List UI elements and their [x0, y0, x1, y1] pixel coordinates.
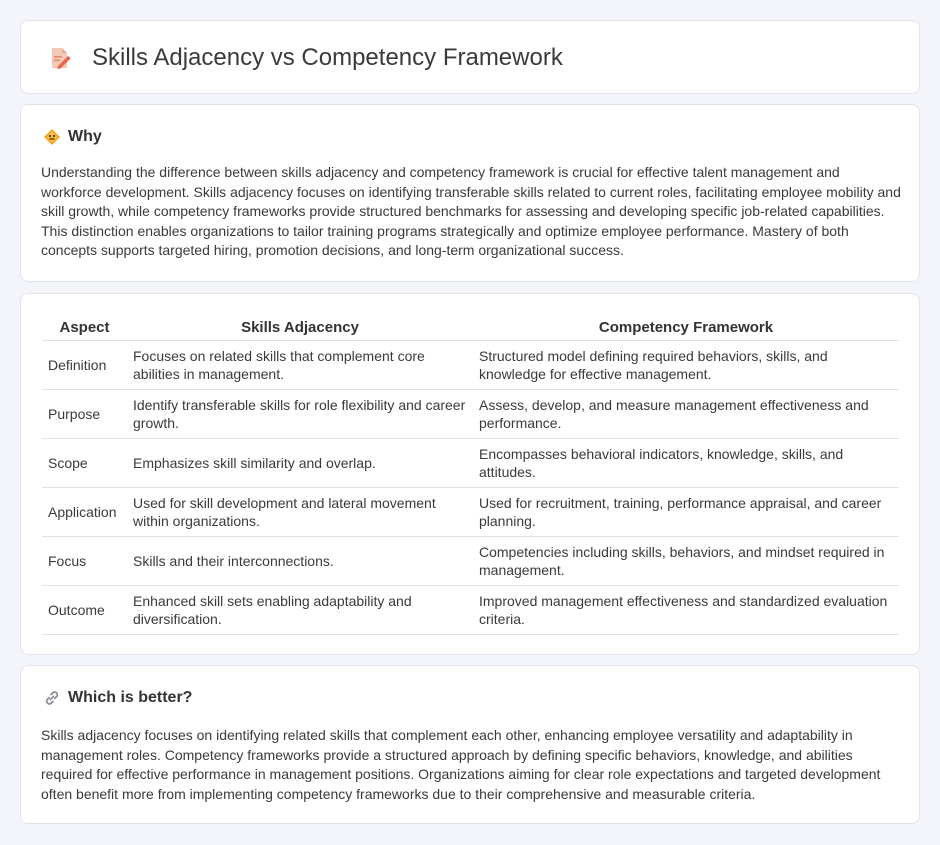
- header-card: [20, 20, 920, 94]
- cell-skills-adjacency: Used for skill development and lateral movement within organizations.: [127, 487, 473, 536]
- why-title: Why: [68, 128, 102, 145]
- which-is-better-section: [20, 665, 920, 824]
- cell-aspect: Definition: [42, 340, 127, 389]
- page-title: Skills Adjacency vs Competency Framework: [92, 44, 563, 71]
- link-icon: [43, 689, 61, 707]
- cell-aspect: Scope: [42, 438, 127, 487]
- cell-competency-framework: Encompasses behavioral indicators, knowledge, skills, and attitudes.: [473, 438, 899, 487]
- cell-aspect: Focus: [42, 536, 127, 585]
- cell-aspect: Purpose: [42, 389, 127, 438]
- header-competency-framework: Competency Framework: [598, 319, 774, 337]
- table-row: [42, 438, 899, 487]
- comparison-table-card: [20, 293, 920, 655]
- table-row: [42, 585, 899, 634]
- why-heading: [43, 127, 102, 147]
- why-body: Understanding the difference between skills adjacency and competency framework is crucial for effective talent management and workforce development. Skills adjacency focuses on identifying transferable skills related to current roles, facilitating employee mobility and skill growth, while competency frameworks provide structured benchmarks for assessing and developing specific job-related capabilities. This distinction enables organizations to tailor training programs strategically and optimize employee performance. Mastery of both concepts supports targeted hiring, promotion decisions, and long-term organizational success.: [41, 164, 901, 259]
- cell-skills-adjacency: Focuses on related skills that complement core abilities in management.: [127, 340, 473, 389]
- diamond-warning-icon: [43, 128, 61, 146]
- cell-skills-adjacency: Enhanced skill sets enabling adaptability and diversification.: [127, 585, 473, 634]
- comparison-table: [42, 314, 899, 635]
- cell-aspect: Application: [42, 487, 127, 536]
- table-header-row: [42, 314, 899, 340]
- cell-skills-adjacency: Skills and their interconnections.: [127, 536, 473, 585]
- cell-competency-framework: Competencies including skills, behaviors, and mindset required in management.: [473, 536, 899, 585]
- header-skills-adjacency: Skills Adjacency: [241, 319, 359, 337]
- document-pencil-icon: [49, 46, 71, 70]
- table-row: [42, 487, 899, 536]
- cell-aspect: Outcome: [42, 585, 127, 634]
- cell-competency-framework: Assess, develop, and measure management effectiveness and performance.: [473, 389, 899, 438]
- cell-competency-framework: Structured model defining required behaviors, skills, and knowledge for effective management.: [473, 340, 899, 389]
- better-heading: [43, 688, 192, 708]
- cell-competency-framework: Used for recruitment, training, performance appraisal, and career planning.: [473, 487, 899, 536]
- better-title: Which is better?: [68, 689, 193, 706]
- table-row: [42, 340, 899, 389]
- cell-skills-adjacency: Identify transferable skills for role flexibility and career growth.: [127, 389, 473, 438]
- table-row: [42, 536, 899, 585]
- why-section: [20, 104, 920, 282]
- table-row: [42, 389, 899, 438]
- cell-skills-adjacency: Emphasizes skill similarity and overlap.: [127, 438, 473, 487]
- cell-competency-framework: Improved management effectiveness and standardized evaluation criteria.: [473, 585, 899, 634]
- header-aspect: Aspect: [59, 319, 110, 337]
- better-body: Skills adjacency focuses on identifying related skills that complement each other, enhancing employee versatility and adaptability in management roles. Competency frameworks provide a structured approach by defining specific behaviors, knowledge, and abilities required for effective performance in management positions. Organizations aiming for clear role expectations and targeted development often benefit more from implementing competency frameworks due to their comprehensive and measurable criteria.: [41, 727, 881, 802]
